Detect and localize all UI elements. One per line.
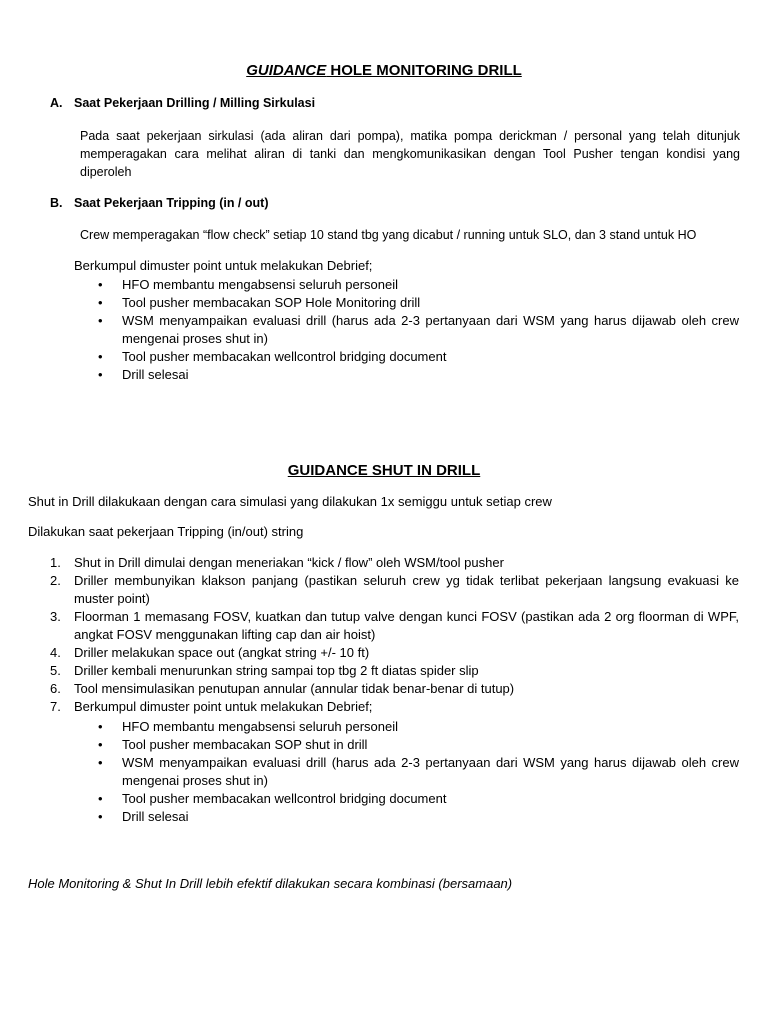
list-item: 4. Driller melakukan space out (angkat string +/- 10 ft) — [50, 645, 370, 660]
title-hole-monitoring — [0, 62, 768, 79]
step-number: 2. — [50, 573, 61, 588]
title-shut-in-drill: GUIDANCE SHUT IN DRILL — [287, 462, 481, 479]
bullet-icon: • — [98, 755, 103, 770]
list-item: • Drill selesai — [98, 367, 189, 382]
title-hole-monitoring-italic: GUIDANCE — [246, 62, 327, 79]
list-item: • HFO membantu mengabsensi seluruh personeil — [98, 719, 399, 734]
title-hole-monitoring-rest: HOLE MONITORING DRILL — [326, 62, 522, 79]
list-item: • Tool pusher membacakan SOP shut in drill — [98, 737, 368, 752]
shut-in-steps — [50, 554, 739, 716]
list-item: 7. Berkumpul dimuster point untuk melakukan Debrief; — [50, 699, 373, 714]
section-b-paragraph: Crew memperagakan “flow check” setiap 10 stand tbg yang dicabut / running untuk SLO, dan 3 stand untuk HO — [80, 228, 697, 242]
bullet-icon: • — [98, 809, 103, 824]
step-number: 5. — [50, 663, 61, 678]
list-item: • Drill selesai — [98, 809, 189, 824]
bullet-icon: • — [98, 295, 103, 310]
bullet-icon: • — [98, 367, 103, 382]
debrief-intro-1: Berkumpul dimuster point untuk melakukan Debrief; — [74, 258, 373, 273]
list-item: • Tool pusher membacakan wellcontrol bridging document — [98, 791, 447, 806]
list-item: 5. Driller kembali menurunkan string sampai top tbg 2 ft diatas spider slip — [50, 663, 479, 678]
step-number: 3. — [50, 609, 61, 624]
list-item: • HFO membantu mengabsensi seluruh personeil — [98, 277, 399, 292]
shut-in-intro-1: Shut in Drill dilakukaan dengan cara simulasi yang dilakukan 1x semiggu untuk setiap crew — [28, 494, 552, 509]
debrief-list-2 — [98, 718, 739, 826]
section-a-paragraph: Pada saat pekerjaan sirkulasi (ada aliran dari pompa), matika pompa derickman / personal yang telah ditunjuk memperagakan cara melihat aliran di tanki dan mengkomunikasikan dengan Tool Pusher tengan kondisi yang diperoleh — [80, 129, 740, 179]
list-item: • Tool pusher membacakan wellcontrol bridging document — [98, 349, 447, 364]
footer-note: Hole Monitoring & Shut In Drill lebih efektif dilakukan secara kombinasi (bersamaan) — [28, 876, 513, 891]
section-b-heading-text: Saat Pekerjaan Tripping (in / out) — [74, 196, 269, 210]
bullet-icon: • — [98, 719, 103, 734]
step-number: 1. — [50, 555, 61, 570]
list-item: 3. Floorman 1 memasang FOSV, kuatkan dan tutup valve dengan kunci FOSV (pastikan ada 2 org floorman di WPF, angkat FOSV menggunakan lifting cap dan air hoist) — [50, 609, 739, 642]
section-b-heading — [50, 196, 268, 210]
section-a-letter: A. — [50, 96, 63, 110]
list-item: • WSM menyampaikan evaluasi drill (harus ada 2-3 pertanyaan dari WSM yang harus dijawab oleh crew mengenai proses shut in) — [98, 313, 739, 346]
bullet-icon: • — [98, 737, 103, 752]
section-b-letter: B. — [50, 196, 63, 210]
list-item: 1. Shut in Drill dimulai dengan meneriakan “kick / flow” oleh WSM/tool pusher — [50, 555, 504, 570]
bullet-icon: • — [98, 277, 103, 292]
bullet-icon: • — [98, 313, 103, 328]
debrief-list-1 — [98, 276, 739, 384]
list-item: 2. Driller membunyikan klakson panjang (pastikan seluruh crew yg tidak terlibat pekerjaan langsung evakuasi ke muster point) — [50, 573, 739, 606]
bullet-icon: • — [98, 791, 103, 806]
list-item: • WSM menyampaikan evaluasi drill (harus ada 2-3 pertanyaan dari WSM yang harus dijawab oleh crew mengenai proses shut in) — [98, 755, 739, 788]
step-number: 7. — [50, 699, 61, 714]
step-number: 6. — [50, 681, 61, 696]
list-item: • Tool pusher membacakan SOP Hole Monitoring drill — [98, 295, 421, 310]
section-a-heading-text: Saat Pekerjaan Drilling / Milling Sirkulasi — [74, 96, 316, 110]
step-number: 4. — [50, 645, 61, 660]
bullet-icon: • — [98, 349, 103, 364]
section-a-heading — [50, 96, 315, 110]
list-item: 6. Tool mensimulasikan penutupan annular (annular tidak benar-benar di tutup) — [50, 681, 515, 696]
shut-in-intro-2: Dilakukan saat pekerjaan Tripping (in/out) string — [28, 524, 304, 539]
